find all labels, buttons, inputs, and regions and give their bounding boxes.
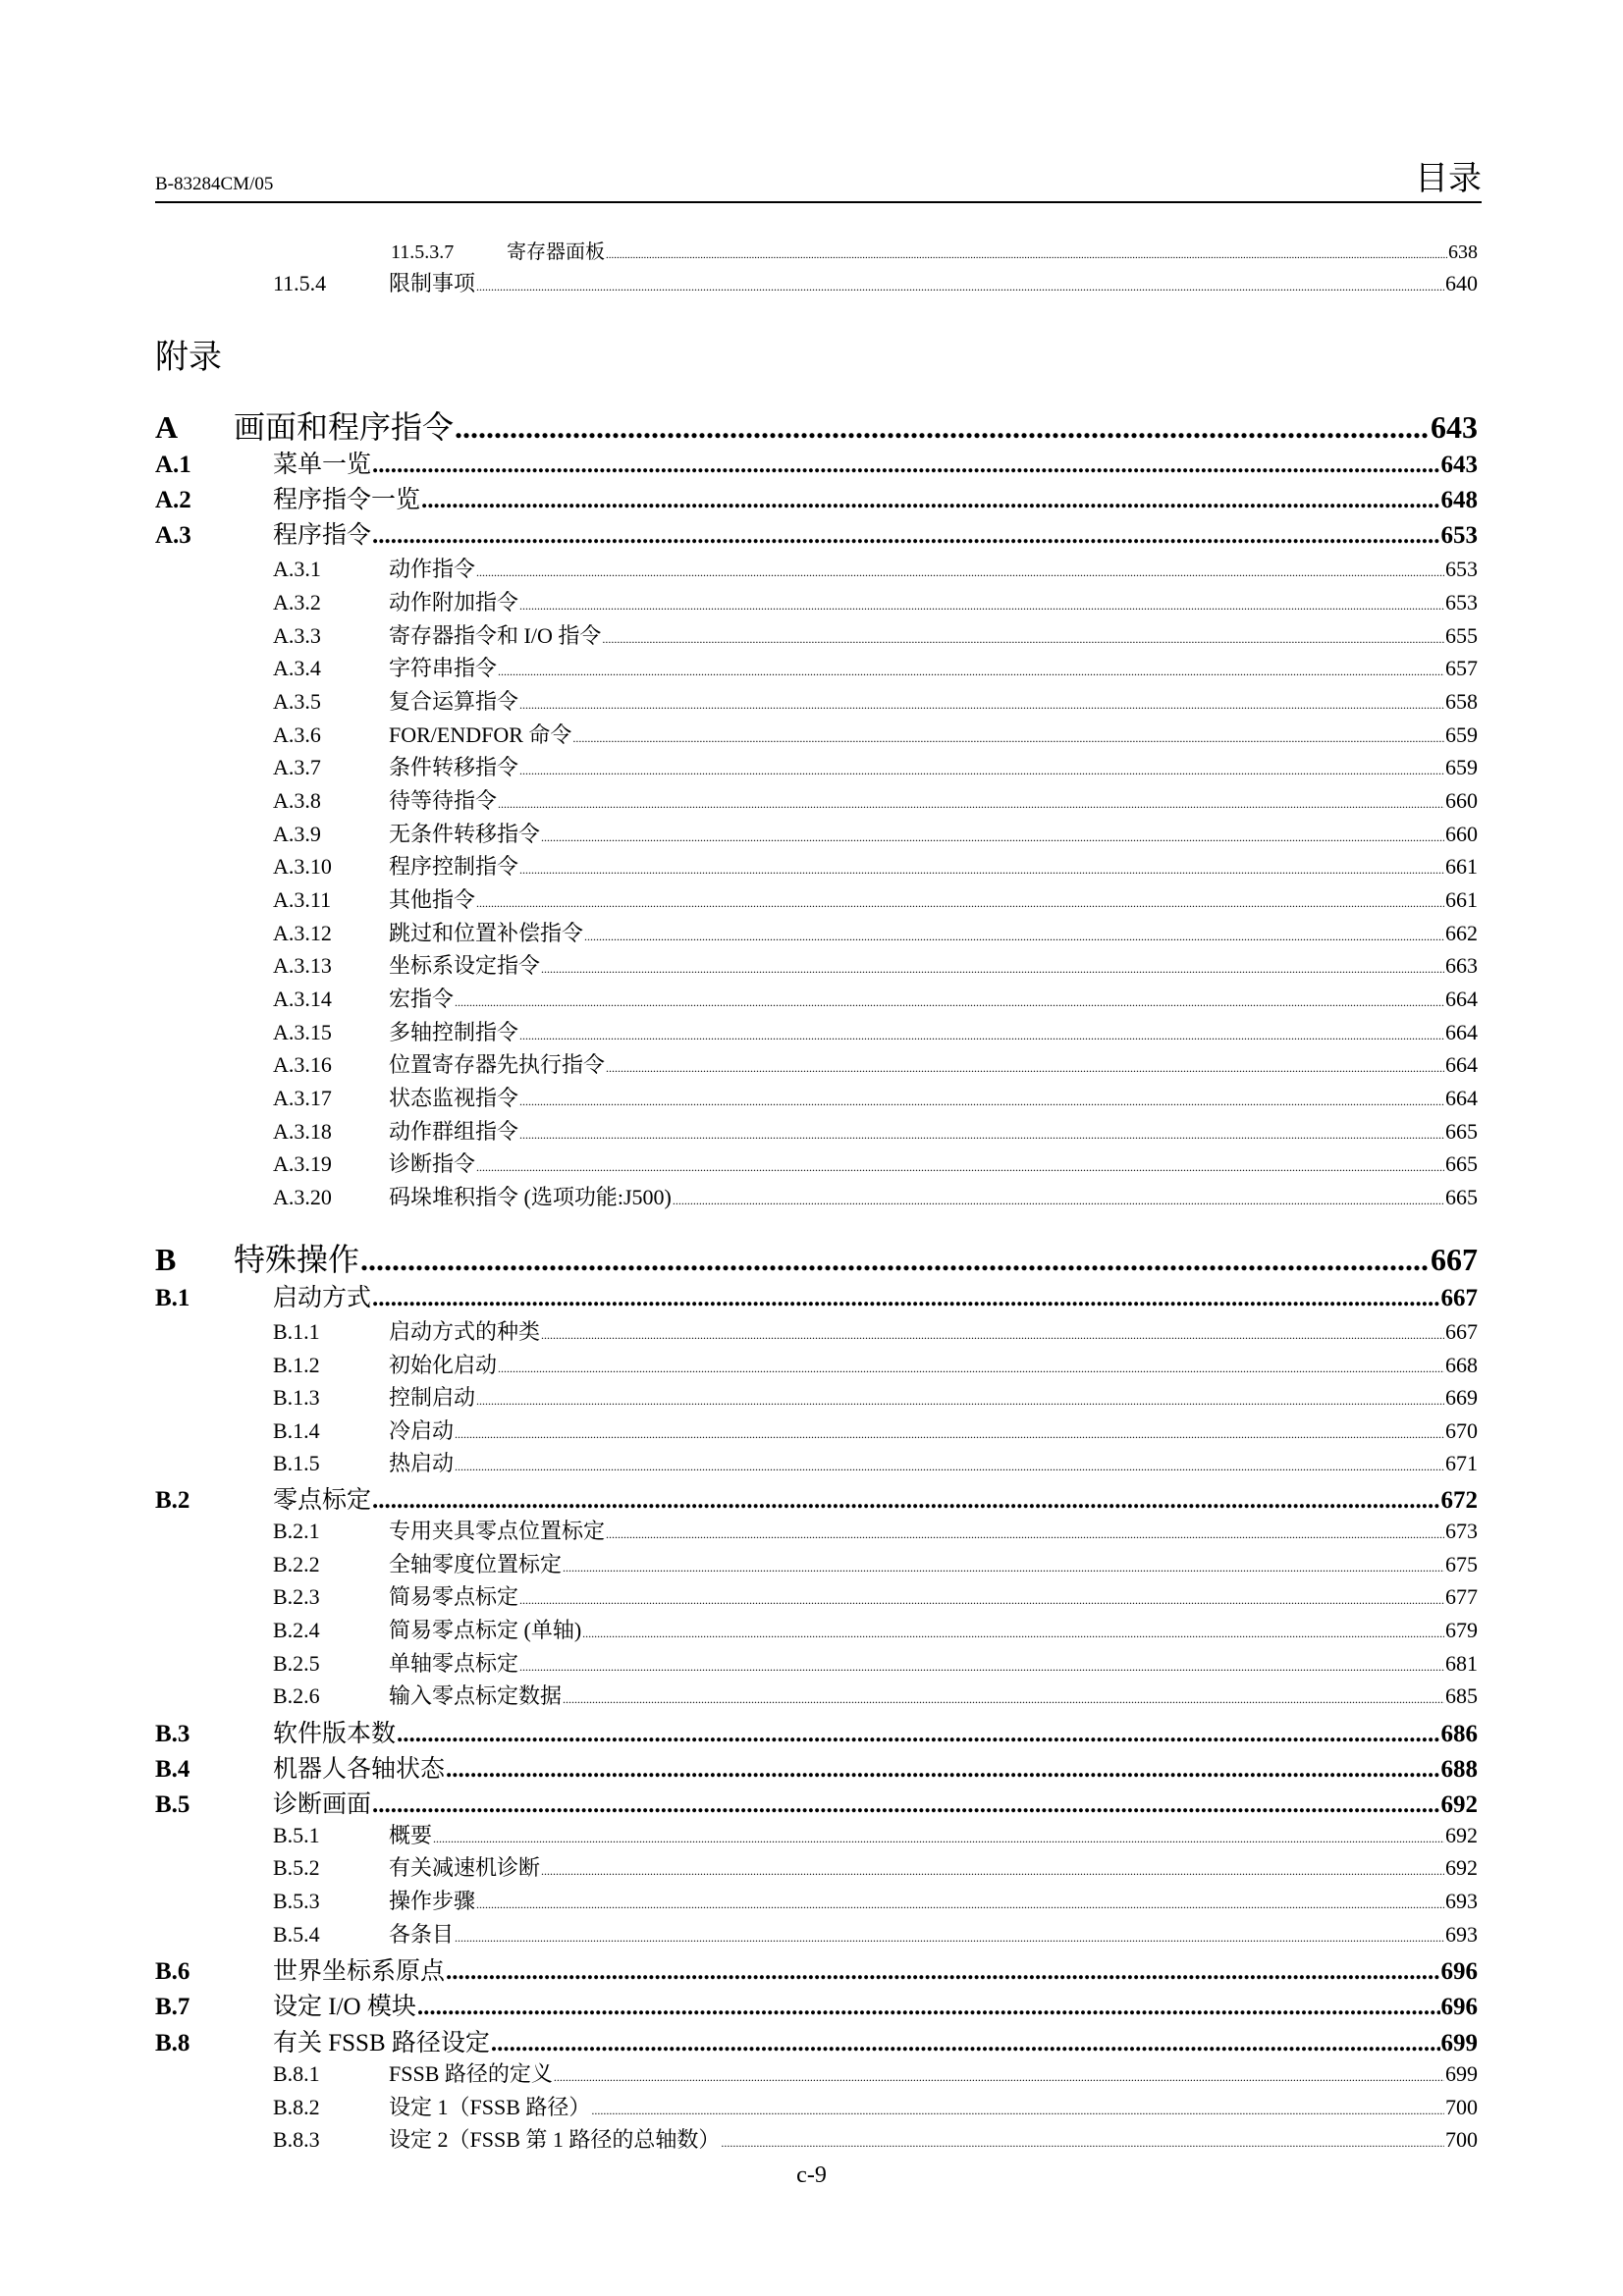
entry-title: 设定 2（FSSB 第 1 路径的总轴数） (389, 2127, 721, 2152)
section-page: 648 (1440, 487, 1478, 513)
entry-title: 动作群组指令 (389, 1119, 519, 1144)
toc-entry[interactable] (155, 2057, 1478, 2088)
entry-number: A.3.7 (273, 755, 321, 779)
entry-title: 字符串指令 (389, 656, 498, 680)
entry-page: 657 (1445, 656, 1478, 680)
section-title: 程序指令一览 (273, 487, 421, 513)
dot-leader (606, 1052, 1444, 1074)
section-number: B.8 (155, 2030, 190, 2056)
entry-page: 664 (1445, 987, 1478, 1011)
toc-entry[interactable] (155, 1548, 1478, 1578)
section-page: 688 (1440, 1756, 1478, 1783)
dot-leader (476, 557, 1444, 578)
entry-number: B.1.5 (273, 1451, 320, 1475)
dot-leader (519, 755, 1444, 776)
toc-section[interactable] (155, 1749, 1478, 1785)
dot-leader (519, 689, 1444, 711)
entry-page: 668 (1445, 1353, 1478, 1377)
dot-leader (582, 1618, 1444, 1639)
entry-page: 661 (1445, 887, 1478, 912)
entry-page: 664 (1445, 1052, 1478, 1077)
entry-number: B.1.1 (273, 1319, 320, 1344)
entry-number: B.5.3 (273, 1889, 320, 1913)
entry-number: B.2.4 (273, 1618, 320, 1642)
entry-page: 667 (1445, 1319, 1478, 1344)
toc-entry[interactable] (155, 1315, 1478, 1346)
entry-title: 其他指令 (389, 887, 476, 912)
toc-entry[interactable] (155, 719, 1478, 749)
dot-leader (602, 623, 1444, 645)
section-title: 机器人各轴状态 (273, 1756, 446, 1783)
section-number: B.2 (155, 1487, 190, 1514)
toc-section[interactable] (155, 2023, 1478, 2058)
dot-leader (541, 1319, 1444, 1341)
toc-section[interactable] (155, 1480, 1478, 1516)
entry-number: A.3.1 (273, 557, 321, 581)
dot-leader (606, 1519, 1444, 1540)
dot-leader (519, 1584, 1444, 1606)
toc-entry[interactable] (155, 1885, 1478, 1915)
toc-entry[interactable] (155, 1349, 1478, 1379)
entry-page: 664 (1445, 1020, 1478, 1044)
toc-entry[interactable] (155, 2091, 1478, 2121)
toc-section[interactable] (155, 1785, 1478, 1820)
dot-leader (673, 1185, 1444, 1206)
entry-number: B.1.4 (273, 1418, 320, 1443)
entry-title: 操作步骤 (389, 1889, 476, 1913)
section-number: B.5 (155, 1791, 190, 1818)
entry-page: 653 (1445, 557, 1478, 581)
entry-page: 662 (1445, 921, 1478, 945)
entry-number: B.5.1 (273, 1823, 320, 1847)
chapter-number: A (155, 409, 179, 445)
toc-entry[interactable] (155, 1381, 1478, 1412)
section-title: 世界坐标系原点 (273, 1958, 446, 1985)
dot-leader (455, 987, 1444, 1008)
dot-leader (519, 1020, 1444, 1041)
entry-title: 无条件转移指令 (389, 822, 541, 846)
dot-leader (519, 1119, 1444, 1141)
entry-title: 专用夹具零点位置标定 (389, 1519, 606, 1543)
toc-entry[interactable] (155, 267, 1478, 297)
dot-leader (446, 1756, 1439, 1781)
toc-entry[interactable] (155, 1819, 1478, 1849)
section-number: A.2 (155, 487, 191, 513)
toc-chapter-a[interactable] (155, 402, 1478, 448)
entry-page: 660 (1445, 822, 1478, 846)
entry-page: 665 (1445, 1151, 1478, 1176)
section-page: 696 (1440, 1994, 1478, 2020)
toc-entry[interactable] (155, 1415, 1478, 1445)
toc-entry[interactable] (155, 883, 1478, 914)
toc-entry[interactable] (155, 784, 1478, 815)
dot-leader (519, 590, 1444, 612)
entry-number: A.3.8 (273, 788, 321, 813)
entry-number: A.3.11 (273, 887, 332, 912)
entry-title: 概要 (389, 1823, 433, 1847)
chapter-page: 667 (1431, 1242, 1478, 1277)
page-number: c-9 (796, 2163, 827, 2188)
dot-leader (491, 2030, 1440, 2055)
entry-title: 设定 1（FSSB 路径） (389, 2095, 591, 2119)
toc-entry[interactable] (155, 1016, 1478, 1046)
section-title: 程序指令 (273, 522, 372, 549)
entry-page: 659 (1445, 755, 1478, 779)
section-page: 696 (1440, 1958, 1478, 1985)
toc-section[interactable] (155, 515, 1478, 551)
entry-page: 671 (1445, 1451, 1478, 1475)
entry-number: A.3.2 (273, 590, 321, 614)
entry-title: 有关减速机诊断 (389, 1855, 541, 1880)
entry-title: 跳过和位置补偿指令 (389, 921, 584, 945)
entry-number: B.2.1 (273, 1519, 320, 1543)
entry-page: 693 (1445, 1889, 1478, 1913)
dot-leader (476, 1151, 1444, 1173)
entry-title: 单轴零点标定 (389, 1651, 519, 1676)
entry-title: 控制启动 (389, 1385, 476, 1410)
toc-chapter-b[interactable] (155, 1235, 1478, 1280)
entry-page: 660 (1445, 788, 1478, 813)
entry-title: FOR/ENDFOR 命令 (389, 722, 572, 747)
appendix-heading: 附录 (155, 340, 222, 376)
entry-page: 699 (1445, 2061, 1478, 2086)
section-number: A.3 (155, 522, 191, 549)
toc-entry[interactable] (155, 1680, 1478, 1710)
dot-leader (433, 1823, 1444, 1844)
section-title: 菜单一览 (273, 452, 372, 478)
entry-number: B.2.3 (273, 1584, 320, 1609)
dot-leader (397, 1721, 1439, 1745)
toc-section[interactable] (155, 1951, 1478, 1987)
table-of-contents (155, 0, 1478, 2296)
toc-entry[interactable] (155, 1647, 1478, 1678)
entry-page: 655 (1445, 623, 1478, 648)
entry-number: 11.5.3.7 (391, 241, 455, 263)
entry-page: 677 (1445, 1584, 1478, 1609)
toc-entry[interactable] (155, 685, 1478, 716)
entry-title: 条件转移指令 (389, 755, 519, 779)
entry-number: A.3.15 (273, 1020, 332, 1044)
entry-number: A.3.12 (273, 921, 332, 945)
toc-entry[interactable] (155, 751, 1478, 781)
toc-section[interactable] (155, 480, 1478, 515)
entry-page: 673 (1445, 1519, 1478, 1543)
entry-number: B.8.3 (273, 2127, 320, 2152)
dot-leader (606, 241, 1447, 261)
section-page: 699 (1440, 2030, 1478, 2056)
entry-page: 665 (1445, 1119, 1478, 1144)
entry-number: A.3.4 (273, 656, 321, 680)
section-title: 诊断画面 (273, 1791, 372, 1818)
entry-title: 全轴零度位置标定 (389, 1552, 563, 1576)
entry-page: 640 (1445, 271, 1478, 295)
entry-number: A.3.5 (273, 689, 321, 714)
toc-section[interactable] (155, 1987, 1478, 2022)
toc-entry[interactable] (155, 652, 1478, 682)
section-title: 设定 I/O 模块 (273, 1994, 416, 2020)
dot-leader (498, 656, 1444, 677)
chapter-page: 643 (1431, 409, 1478, 445)
dot-leader (519, 854, 1444, 876)
toc-entry[interactable] (155, 949, 1478, 980)
section-number: B.4 (155, 1756, 190, 1783)
entry-number: A.3.3 (273, 623, 321, 648)
toc-section[interactable] (155, 1714, 1478, 1749)
entry-number: A.3.14 (273, 987, 332, 1011)
toc-entry[interactable] (155, 1115, 1478, 1146)
toc-entry[interactable] (155, 619, 1478, 650)
toc-entry[interactable] (155, 983, 1478, 1013)
entry-page: 661 (1445, 854, 1478, 879)
entry-page: 700 (1445, 2127, 1478, 2152)
entry-number: B.1.2 (273, 1353, 320, 1377)
dot-leader (455, 409, 1430, 441)
entry-page: 663 (1445, 953, 1478, 978)
entry-number: A.3.6 (273, 722, 321, 747)
entry-number: B.2.2 (273, 1552, 320, 1576)
toc-entry[interactable] (155, 1181, 1478, 1211)
entry-title: 限制事项 (389, 271, 476, 295)
toc-entry[interactable] (155, 553, 1478, 583)
dot-leader (563, 1552, 1444, 1574)
section-title: 有关 FSSB 路径设定 (273, 2030, 490, 2056)
dot-leader (417, 1994, 1440, 2018)
section-page: 643 (1440, 452, 1478, 478)
toc-entry[interactable] (155, 1614, 1478, 1644)
entry-title: 位置寄存器先执行指令 (389, 1052, 606, 1077)
entry-page: 693 (1445, 1922, 1478, 1947)
dot-leader (372, 1285, 1439, 1309)
entry-title: 诊断指令 (389, 1151, 476, 1176)
entry-page: 659 (1445, 722, 1478, 747)
toc-entry[interactable] (155, 850, 1478, 881)
toc-entry[interactable] (155, 1447, 1478, 1477)
toc-entry[interactable] (155, 236, 1478, 264)
toc-entry[interactable] (155, 1048, 1478, 1079)
entry-title: 冷启动 (389, 1418, 455, 1443)
entry-title: 坐标系设定指令 (389, 953, 541, 978)
entry-number: A.3.10 (273, 854, 332, 879)
entry-title: 动作指令 (389, 557, 476, 581)
dot-leader (476, 1889, 1444, 1910)
toc-section[interactable] (155, 445, 1478, 480)
dot-leader (541, 822, 1444, 843)
dot-leader (446, 1958, 1439, 1983)
entry-number: B.5.4 (273, 1922, 320, 1947)
entry-page: 658 (1445, 689, 1478, 714)
entry-number: A.3.17 (273, 1086, 332, 1110)
section-number: B.1 (155, 1285, 190, 1311)
entry-page: 685 (1445, 1683, 1478, 1708)
dot-leader (372, 1487, 1439, 1512)
section-number: A.1 (155, 452, 191, 478)
entry-number: A.3.20 (273, 1185, 332, 1209)
entry-page: 638 (1448, 241, 1478, 263)
section-page: 686 (1440, 1721, 1478, 1747)
section-page: 692 (1440, 1791, 1478, 1818)
entry-title: 简易零点标定 (单轴) (389, 1618, 582, 1642)
toc-entry[interactable] (155, 917, 1478, 947)
dot-leader (455, 1418, 1444, 1440)
dot-leader (541, 953, 1444, 975)
entry-page: 669 (1445, 1385, 1478, 1410)
section-number: B.6 (155, 1958, 190, 1985)
section-title: 启动方式 (273, 1285, 372, 1311)
entry-title: 状态监视指令 (389, 1086, 519, 1110)
chapter-title: 画面和程序指令 (234, 409, 455, 445)
entry-number: B.5.2 (273, 1855, 320, 1880)
entry-page: 681 (1445, 1651, 1478, 1676)
entry-page: 670 (1445, 1418, 1478, 1443)
entry-title: 输入零点标定数据 (389, 1683, 563, 1708)
section-title: 零点标定 (273, 1487, 372, 1514)
toc-entry[interactable] (155, 1148, 1478, 1178)
section-number: B.3 (155, 1721, 190, 1747)
toc-entry[interactable] (155, 1082, 1478, 1112)
dot-leader (476, 271, 1444, 293)
entry-title: 动作附加指令 (389, 590, 519, 614)
entry-page: 664 (1445, 1086, 1478, 1110)
entry-title: 寄存器指令和 I/O 指令 (389, 623, 602, 648)
entry-title: 码垛堆积指令 (选项功能:J500) (389, 1185, 672, 1209)
dot-leader (721, 2127, 1444, 2149)
entry-number: A.3.19 (273, 1151, 332, 1176)
dot-leader (519, 1651, 1444, 1673)
entry-page: 679 (1445, 1618, 1478, 1642)
dot-leader (455, 1451, 1444, 1472)
entry-number: B.8.1 (273, 2061, 320, 2086)
dot-leader (554, 2061, 1444, 2083)
entry-page: 700 (1445, 2095, 1478, 2119)
entry-number: B.1.3 (273, 1385, 320, 1410)
dot-leader (421, 487, 1439, 511)
dot-leader (476, 887, 1444, 909)
page-title: 目录 (1415, 161, 1482, 197)
entry-title: 宏指令 (389, 987, 455, 1011)
dot-leader (360, 1242, 1430, 1273)
entry-number: B.2.5 (273, 1651, 320, 1676)
dot-leader (541, 1855, 1444, 1877)
entry-number: A.3.18 (273, 1119, 332, 1144)
toc-entry[interactable] (155, 818, 1478, 848)
section-page: 667 (1440, 1285, 1478, 1311)
entry-number: A.3.16 (273, 1052, 332, 1077)
toc-section[interactable] (155, 1278, 1478, 1313)
toc-entry[interactable] (155, 1851, 1478, 1882)
entry-page: 692 (1445, 1823, 1478, 1847)
section-title: 软件版本数 (273, 1721, 397, 1747)
dot-leader (498, 1353, 1444, 1374)
chapter-title: 特殊操作 (234, 1242, 360, 1277)
chapter-number: B (155, 1242, 177, 1277)
entry-title: 复合运算指令 (389, 689, 519, 714)
entry-page: 665 (1445, 1185, 1478, 1209)
dot-leader (591, 2095, 1444, 2116)
toc-entry[interactable] (155, 586, 1478, 616)
entry-number: A.3.13 (273, 953, 332, 978)
entry-page: 675 (1445, 1552, 1478, 1576)
toc-entry[interactable] (155, 1515, 1478, 1545)
entry-title: FSSB 路径的定义 (389, 2061, 553, 2086)
toc-entry[interactable] (155, 1918, 1478, 1949)
entry-page: 653 (1445, 590, 1478, 614)
dot-leader (584, 921, 1444, 942)
entry-title: 热启动 (389, 1451, 455, 1475)
dot-leader (455, 1922, 1444, 1944)
dot-leader (519, 1086, 1444, 1107)
entry-title: 初始化启动 (389, 1353, 498, 1377)
entry-title: 各条目 (389, 1922, 455, 1947)
dot-leader (572, 722, 1444, 744)
entry-number: 11.5.4 (273, 271, 327, 295)
dot-leader (476, 1385, 1444, 1407)
entry-number: A.3.9 (273, 822, 321, 846)
entry-title: 启动方式的种类 (389, 1319, 541, 1344)
document-code: B-83284CM/05 (155, 174, 274, 194)
entry-title: 待等待指令 (389, 788, 498, 813)
section-number: B.7 (155, 1994, 190, 2020)
entry-number: B.2.6 (273, 1683, 320, 1708)
entry-title: 程序控制指令 (389, 854, 519, 879)
entry-title: 寄存器面板 (507, 241, 605, 263)
dot-leader (372, 1791, 1439, 1816)
dot-leader (563, 1683, 1444, 1705)
dot-leader (372, 522, 1439, 547)
entry-title: 多轴控制指令 (389, 1020, 519, 1044)
entry-page: 692 (1445, 1855, 1478, 1880)
dot-leader (372, 452, 1439, 476)
dot-leader (498, 788, 1444, 810)
section-page: 653 (1440, 522, 1478, 549)
toc-entry[interactable] (155, 2123, 1478, 2154)
entry-title: 简易零点标定 (389, 1584, 519, 1609)
toc-entry[interactable] (155, 1580, 1478, 1611)
section-page: 672 (1440, 1487, 1478, 1514)
entry-number: B.8.2 (273, 2095, 320, 2119)
